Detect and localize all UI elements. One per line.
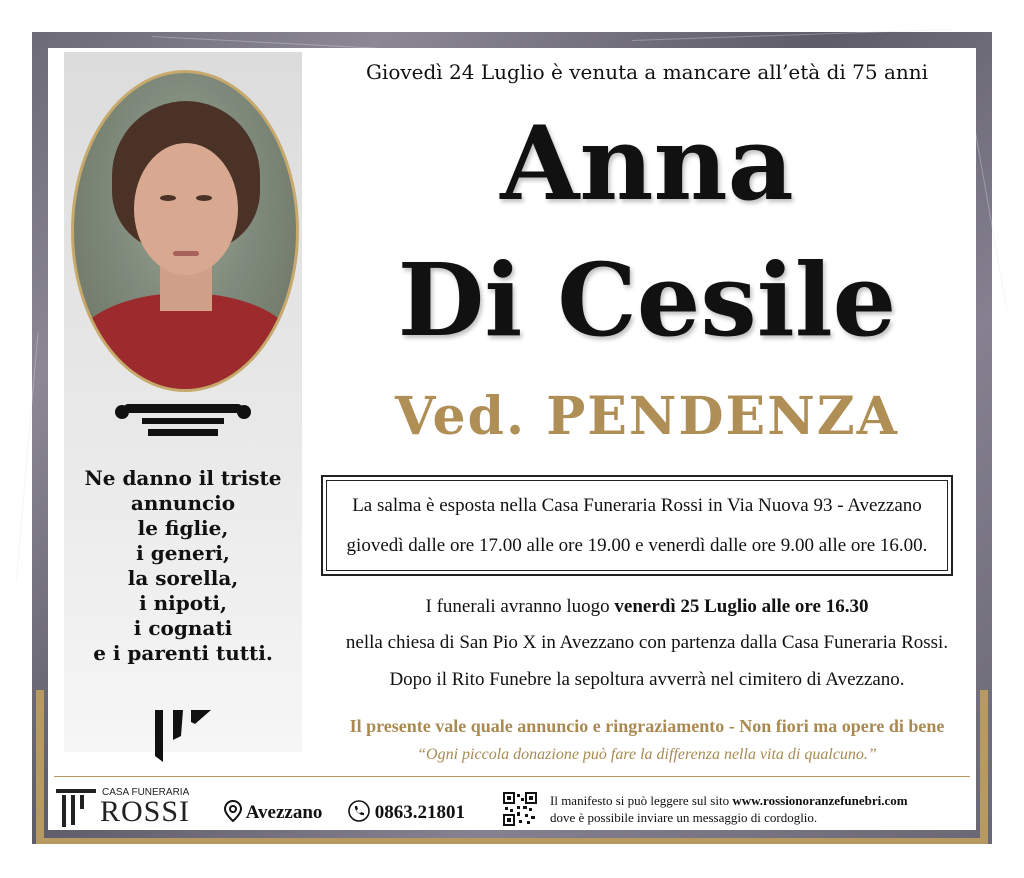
exposure-line-1: La salma è esposta nella Casa Funeraria Rossi in Via Nuova 93 - Avezzano xyxy=(352,495,922,516)
location-pin-icon xyxy=(224,800,242,822)
footer-city xyxy=(224,800,322,824)
gold-frame-left xyxy=(36,690,44,840)
funeral-home-mark-icon xyxy=(155,710,211,762)
announcer-line: la sorella, xyxy=(127,566,239,590)
footer-logo xyxy=(56,787,206,829)
announcers-list xyxy=(64,466,302,666)
footer-phone-number: 0863.21801 xyxy=(374,802,465,823)
death-announcement: Giovedì 24 Luglio è venuta a mancare all’età di 75 anni xyxy=(365,60,929,84)
announcer-line: Ne danno il triste xyxy=(84,466,282,490)
portrait-photo xyxy=(71,70,299,392)
deceased-last-name: Di Cesile xyxy=(397,241,897,359)
exposure-line-2: giovedì dalle ore 17.00 alle ore 19.00 e venerdì dalle ore 9.00 alle ore 16.00. xyxy=(346,535,928,556)
announcer-line: i generi, xyxy=(136,541,230,565)
donation-quote: “Ogni piccola donazione può fare la differenza nella vita di qualcuno.” xyxy=(417,746,877,763)
funeral-line-3: Dopo il Rito Funebre la sepoltura avverrà nel cimitero di Avezzano. xyxy=(389,669,905,690)
funeral-line-1 xyxy=(322,596,972,618)
funeral-line-1-prefix: I funerali avranno luogo xyxy=(425,596,615,617)
footer-divider xyxy=(54,776,970,777)
footer-note xyxy=(550,792,970,826)
widow-of: Ved. PENDENZA xyxy=(394,386,900,447)
column-capital-icon xyxy=(114,402,252,440)
thanks-line: Il presente vale quale annuncio e ringraziamento - Non fiori ma opere di bene xyxy=(349,716,945,736)
footer-website-link[interactable]: www.rossionoranzefunebri.com xyxy=(732,793,908,808)
announcer-line: le figlie, xyxy=(137,516,229,540)
announcer-line: i cognati xyxy=(133,616,233,640)
footer-note-line-2: dove è possibile inviare un messaggio di cordoglio. xyxy=(550,810,818,825)
announcer-line: annuncio xyxy=(130,491,236,515)
announcer-line: e i parenti tutti. xyxy=(93,641,273,665)
funeral-line-2: nella chiesa di San Pio X in Avezzano con partenza dalla Casa Funeraria Rossi. xyxy=(345,632,949,653)
deceased-first-name: Anna xyxy=(500,104,794,224)
gold-frame-right xyxy=(980,690,988,840)
phone-icon xyxy=(348,800,370,822)
footer-note-line-1 xyxy=(550,792,970,809)
footer-column-icon xyxy=(56,787,96,829)
exposure-box xyxy=(321,475,953,576)
footer-phone xyxy=(348,800,465,824)
footer-note-prefix: Il manifesto si può leggere sul sito xyxy=(550,793,733,808)
footer-city-label: Avezzano xyxy=(245,802,323,823)
footer-logo-big: ROSSI xyxy=(100,795,191,828)
announcer-line: i nipoti, xyxy=(139,591,227,615)
footer-logo-small: CASA FUNERARIA xyxy=(102,787,190,798)
qr-code-icon xyxy=(503,792,537,826)
gold-frame-bottom xyxy=(36,838,988,844)
funeral-date: venerdì 25 Luglio alle ore 16.30 xyxy=(614,596,869,617)
